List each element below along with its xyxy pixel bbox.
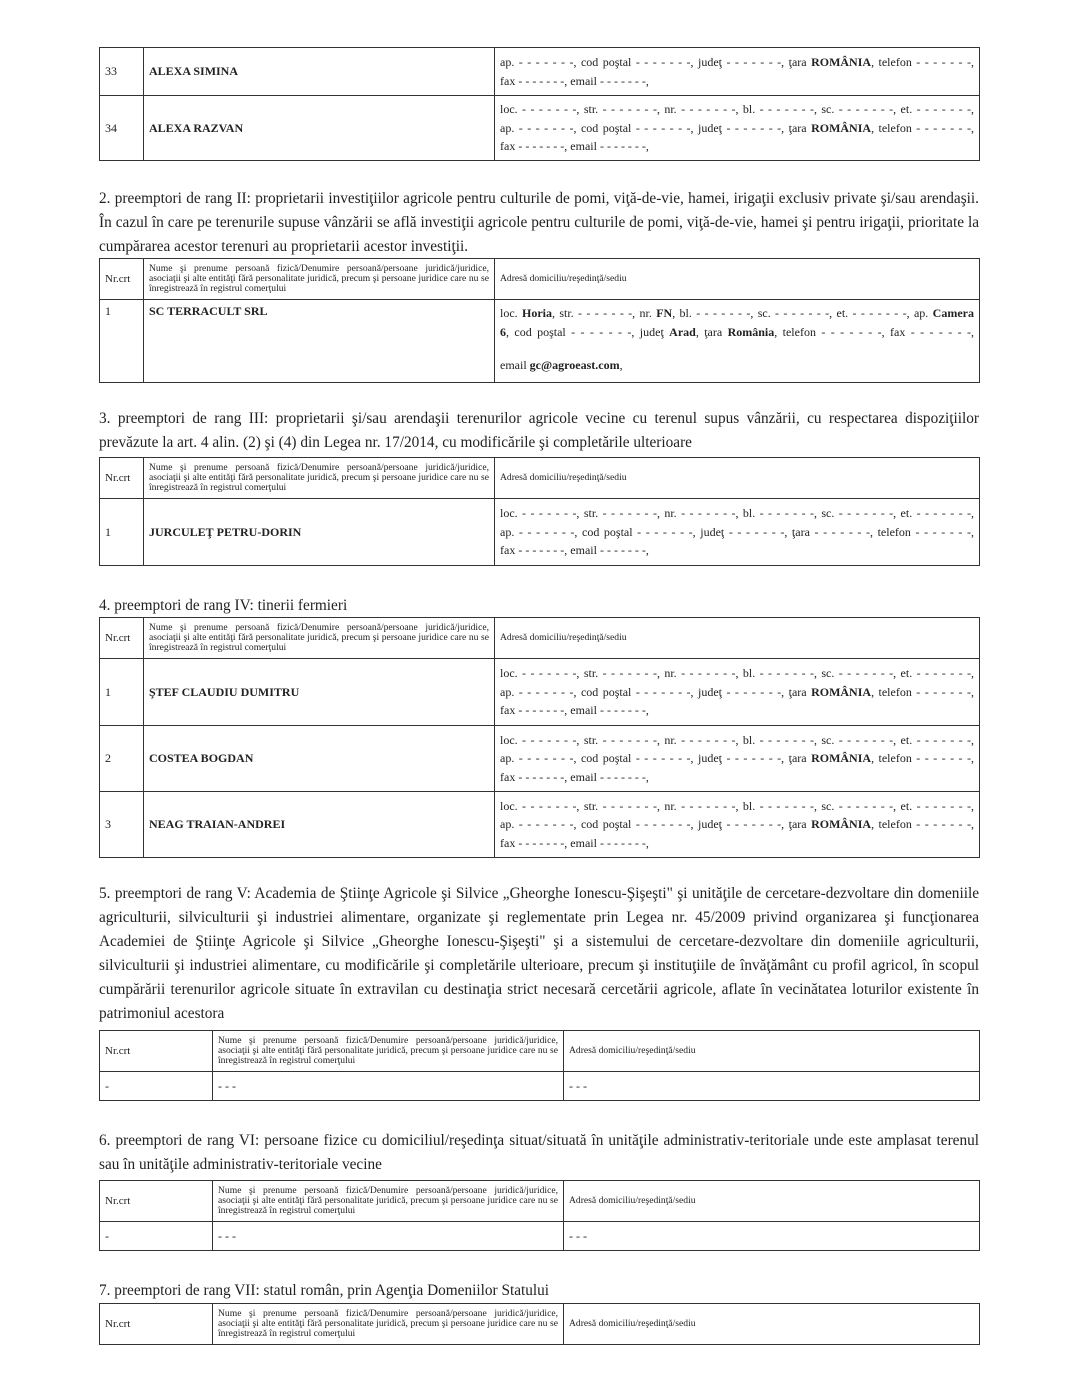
address-text: , telefon - - - - - - -,: [871, 817, 974, 832]
header-address: Adresă domiciliu/reşedinţă/sediu: [564, 1304, 980, 1345]
section-heading-rang-IV: 4. preemptori de rang IV: tinerii fermieri: [99, 597, 348, 614]
address-line: [500, 815, 974, 834]
address-line: [500, 100, 974, 119]
row-nr: 1: [100, 499, 144, 566]
header-address: Adresă domiciliu/reşedinţă/sediu: [564, 1181, 980, 1222]
table: [99, 1303, 980, 1345]
section-heading-rang-VII: 7. preemptori de rang VII: statul român, prin Agenţia Domeniilor Statului: [99, 1282, 550, 1299]
address-value-bold: ROMÂNIA: [811, 120, 872, 135]
preemptor-table-rang-II: [99, 258, 979, 383]
section-heading-rang-II: 2. preemptori de rang II: proprietarii investiţiilor agricole pentru culturile de pomi, viţă-de-vie, hamei, irigaţii exclusiv private şi/sau arendaşii. În cazul în care pe terenurile supuse vânzării se află investiţii agricole pentru culturile de pomi, viţă-de-vie, hamei şi pentru irigaţii, prioritate la cumpărarea acestor terenuri au proprietarii acestor investiţii.: [99, 190, 979, 255]
address-line: [500, 834, 974, 853]
header-nr-crt: Nr.crt: [100, 1031, 213, 1072]
table-row: [100, 726, 980, 792]
address-line: [500, 341, 974, 356]
address-value-bold: Arad: [669, 324, 696, 339]
address-line: [500, 304, 974, 323]
address-line: [500, 356, 974, 375]
section-heading-rang-VI: 6. preemptori de rang VI: persoane fizice cu domiciliul/reşedinţa situat/situată în unităţile administrativ-teritoriale unde este amplasat terenul sau în unităţile administrativ-teritoriale vecine: [99, 1132, 979, 1173]
address-text: fax - - - - - - -, email - - - - - - -,: [500, 835, 649, 850]
address-text: loc. - - - - - - -, str. - - - - - - -, nr. - - - - - - -, bl. - - - - - - -, sc. - - - - - - -, et. - - - - - - -,: [500, 666, 974, 681]
row-nr: -: [100, 1222, 213, 1251]
address-text: ,: [619, 357, 623, 372]
row-name: NEAG TRAIAN-ANDREI: [144, 792, 495, 858]
header-address: Adresă domiciliu/reşedinţă/sediu: [495, 458, 980, 499]
address-text: email: [500, 357, 530, 372]
address-text: fax - - - - - - -, email - - - - - - -,: [500, 703, 649, 718]
table-header-row: [100, 259, 980, 300]
address-value-bold: 6: [500, 324, 506, 339]
table-header-row: [100, 618, 980, 659]
row-address: [495, 96, 980, 161]
address-text: loc. - - - - - - -, str. - - - - - - -, nr. - - - - - - -, bl. - - - - - - -, sc. - - - - - - -, et. - - - - - - -,: [500, 506, 974, 521]
table-row: [100, 96, 980, 161]
row-address: [495, 499, 980, 566]
row-nr: 3: [100, 792, 144, 858]
address-text: loc. - - - - - - -, str. - - - - - - -, nr. - - - - - - -, bl. - - - - - - -, sc. - - - - - - -, et. - - - - - - -,: [500, 798, 974, 813]
address-text: ap. - - - - - - -, cod poştal - - - - - - -, judeţ - - - - - - -, ţara: [500, 120, 812, 135]
header-nr-crt: Nr.crt: [100, 259, 144, 300]
table-header-row: [100, 1181, 980, 1222]
row-name: SC TERRACULT SRL: [144, 300, 495, 383]
address-value-bold: Horia: [522, 306, 553, 320]
address-text: ap. - - - - - - -, cod poştal - - - - - - -, judeţ - - - - - - -, ţara - - - - - - -, telefon - - - - - - -,: [500, 524, 974, 539]
table-header-row: [100, 1304, 980, 1345]
address-line: [500, 119, 974, 138]
preemptor-table-rang-IV: [99, 617, 979, 858]
header-nr-crt: Nr.crt: [100, 1304, 213, 1345]
section-heading-rang-III: 3. preemptori de rang III: proprietarii şi/sau arendaşii terenurilor agricole vecine cu terenul supus vânzării, cu respectarea dispoziţiilor prevăzute la art. 4 alin. (2) şi (4) din Legea nr. 17/2014, cu modificările şi completările ulterioare: [99, 410, 979, 451]
table: [99, 457, 980, 566]
row-nr: 34: [100, 96, 144, 161]
address-text: , telefon - - - - - - -,: [871, 120, 974, 135]
row-name: ŞTEF CLAUDIU DUMITRU: [144, 659, 495, 726]
address-text: loc. - - - - - - -, str. - - - - - - -, nr. - - - - - - -, bl. - - - - - - -, sc. - - - - - - -, et. - - - - - - -,: [500, 732, 974, 747]
address-value-bold: România: [727, 324, 775, 339]
address-value-bold: ROMÂNIA: [811, 684, 872, 699]
address-text: ap. - - - - - - -, cod poştal - - - - - - -, judeţ - - - - - - -, ţara: [500, 817, 812, 832]
row-name: - - -: [213, 1072, 564, 1101]
address-line: [500, 541, 974, 560]
table-row: [100, 499, 980, 566]
address-text: fax - - - - - - -, email - - - - - - -,: [500, 73, 649, 88]
address-text: fax - - - - - - -, email - - - - - - -,: [500, 139, 649, 154]
address-text: loc. - - - - - - -, str. - - - - - - -, nr. - - - - - - -, bl. - - - - - - -, sc. - - - - - - -, et. - - - - - - -,: [500, 102, 974, 117]
header-nr-crt: Nr.crt: [100, 1181, 213, 1222]
address-value-bold: ROMÂNIA: [811, 751, 872, 766]
table: [99, 1180, 980, 1251]
table-row: [100, 1222, 980, 1251]
row-address: - - -: [564, 1072, 980, 1101]
address-value-bold: ROMÂNIA: [811, 55, 872, 69]
address-line: [500, 137, 974, 156]
row-name: ALEXA RAZVAN: [144, 96, 495, 161]
header-nr-crt: Nr.crt: [100, 618, 144, 659]
row-nr: 2: [100, 726, 144, 792]
row-name: JURCULEŢ PETRU-DORIN: [144, 499, 495, 566]
header-address: Adresă domiciliu/reşedinţă/sediu: [495, 618, 980, 659]
row-name: - - -: [213, 1222, 564, 1251]
row-address: [495, 726, 980, 792]
header-address: Adresă domiciliu/reşedinţă/sediu: [495, 259, 980, 300]
address-line: [500, 664, 974, 683]
table: [99, 617, 980, 858]
table: [99, 47, 980, 161]
address-line: [500, 683, 974, 702]
row-name: ALEXA SIMINA: [144, 48, 495, 96]
row-address: [495, 792, 980, 858]
header-address: Adresă domiciliu/reşedinţă/sediu: [564, 1031, 980, 1072]
address-line: [500, 797, 974, 816]
row-address: - - -: [564, 1222, 980, 1251]
header-name: Nume şi prenume persoană fizică/Denumire persoană/persoane juridică/juridice, asociaţii şi alte entităţi fără personalitate juridică, precum şi persoane juridice care nu se înregistrează în registrul comerţului: [213, 1304, 564, 1345]
preemptor-table-rang-I-cont: [99, 47, 979, 161]
address-value-bold: FN: [656, 306, 673, 320]
table-header-row: [100, 1031, 980, 1072]
header-name: Nume şi prenume persoană fizică/Denumire persoană/persoane juridică/juridice, asociaţii şi alte entităţi fără personalitate juridică, precum şi persoane juridice care nu se înregistrează în registrul comerţului: [144, 259, 495, 300]
address-value-bold: ROMÂNIA: [811, 817, 872, 832]
row-nr: 33: [100, 48, 144, 96]
address-text: , telefon - - - - - - -, fax - - - - - - -,: [774, 324, 974, 339]
header-name: Nume şi prenume persoană fizică/Denumire persoană/persoane juridică/juridice, asociaţii şi alte entităţi fără personalitate juridică, precum şi persoane juridice care nu se înregistrează în registrul comerţului: [213, 1031, 564, 1072]
address-text: ap. - - - - - - -, cod poştal - - - - - - -, judeţ - - - - - - -, ţara: [500, 684, 812, 699]
address-line: [500, 504, 974, 523]
table: [99, 1030, 980, 1101]
address-text: , telefon - - - - - - -,: [871, 684, 974, 699]
row-address: [495, 659, 980, 726]
address-line: [500, 53, 974, 72]
header-name: Nume şi prenume persoană fizică/Denumire persoană/persoane juridică/juridice, asociaţii şi alte entităţi fără personalitate juridică, precum şi persoane juridice care nu se înregistrează în registrul comerţului: [144, 618, 495, 659]
table-header-row: [100, 458, 980, 499]
table: [99, 258, 980, 383]
row-name: COSTEA BOGDAN: [144, 726, 495, 792]
row-nr: -: [100, 1072, 213, 1101]
row-address: [495, 48, 980, 96]
address-text: loc.: [500, 306, 523, 320]
preemptor-table-rang-III: [99, 457, 979, 566]
address-text: fax - - - - - - -, email - - - - - - -,: [500, 543, 649, 558]
header-name: Nume şi prenume persoană fizică/Denumire persoană/persoane juridică/juridice, asociaţii şi alte entităţi fără personalitate juridică, precum şi persoane juridice care nu se înregistrează în registrul comerţului: [213, 1181, 564, 1222]
address-text: , bl. - - - - - - -, sc. - - - - - - -, et. - - - - - - -, ap.: [672, 306, 933, 320]
row-nr: 1: [100, 300, 144, 383]
address-text: ap. - - - - - - -, cod poştal - - - - - - -, judeţ - - - - - - -, ţara: [500, 55, 812, 69]
preemptor-table-rang-V: [99, 1030, 979, 1101]
address-text: ap. - - - - - - -, cod poştal - - - - - - -, judeţ - - - - - - -, ţara: [500, 751, 812, 766]
table-row: [100, 1072, 980, 1101]
address-text: , telefon - - - - - - -,: [871, 751, 974, 766]
address-line: [500, 768, 974, 787]
address-line: [500, 731, 974, 750]
address-text: , ţara: [695, 324, 728, 339]
row-address: [495, 300, 980, 383]
section-heading-rang-V: 5. preemptori de rang V: Academia de Ştiinţe Agricole şi Silvice „Gheorghe Ionescu-Şişeşti" şi unităţile de cercetare-dezvoltare din domeniile agriculturii, silviculturii şi industriei alimentare, organizate şi reglementate prin Legea nr. 45/2009 privind organizarea şi funcţionarea Academiei de Ştiinţe Agricole şi Silvice „Gheorghe Ionescu-Şişeşti" şi a sistemului de cercetare-dezvoltare din domeniile agriculturii, silviculturii şi industriei alimentare, cu modificările şi completările ulterioare, precum şi instituţiile de învăţământ cu profil agricol, în scopul cumpărării terenurilor agricole situate în extravilan cu destinaţia strict necesară cercetării agricole, aflate în vecinătatea loturilor existente în patrimoniul acestora: [99, 885, 979, 1022]
address-text: , telefon - - - - - - -,: [871, 55, 974, 69]
address-text: fax - - - - - - -, email - - - - - - -,: [500, 769, 649, 784]
header-name: Nume şi prenume persoană fizică/Denumire persoană/persoane juridică/juridice, asociaţii şi alte entităţi fără personalitate juridică, precum şi persoane juridice care nu se înregistrează în registrul comerţului: [144, 458, 495, 499]
address-text: , str. - - - - - - -, nr.: [552, 306, 657, 320]
header-nr-crt: Nr.crt: [100, 458, 144, 499]
row-nr: 1: [100, 659, 144, 726]
address-line: [500, 701, 974, 720]
preemptor-table-rang-VI: [99, 1180, 979, 1251]
address-text: , cod poştal - - - - - - -, judeţ: [506, 324, 670, 339]
address-line: [500, 523, 974, 542]
address-line: [500, 323, 974, 342]
address-value-bold: Camera: [932, 306, 974, 320]
table-row: [100, 792, 980, 858]
preemptor-table-rang-VII: [99, 1303, 979, 1345]
table-row: [100, 659, 980, 726]
address-line: [500, 749, 974, 768]
address-value-bold: gc@agroeast.com: [529, 357, 620, 372]
table-row: [100, 300, 980, 383]
table-row: [100, 48, 980, 96]
address-line: [500, 72, 974, 91]
